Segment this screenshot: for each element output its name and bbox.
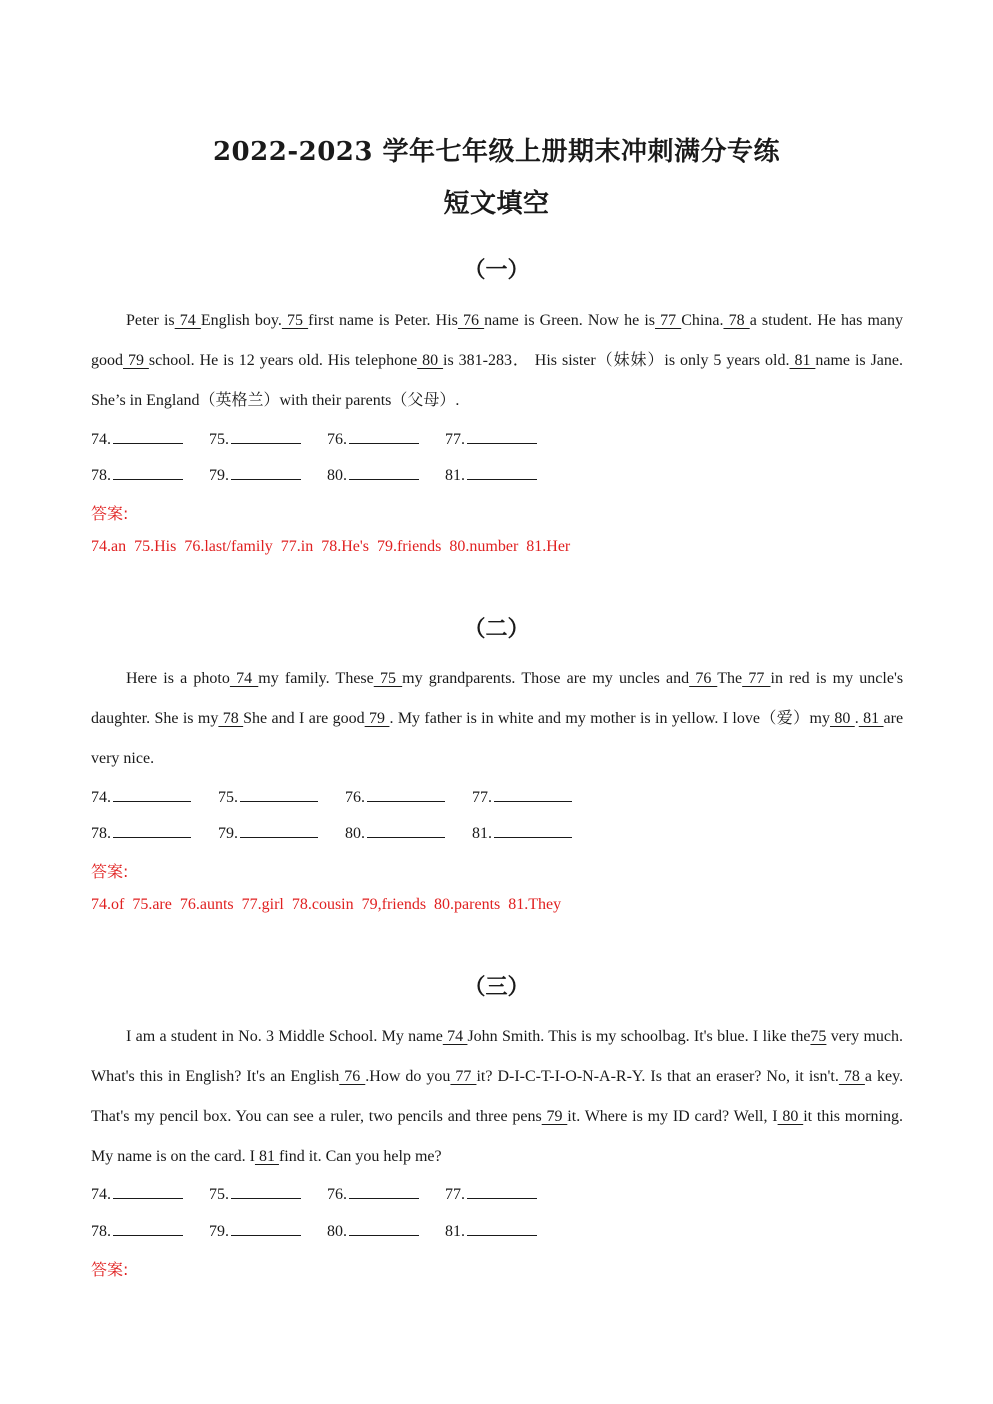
- blank-item: [327, 429, 419, 449]
- passage-run: The: [717, 670, 743, 687]
- answer-blank-line: [231, 1221, 301, 1236]
- answer-label-3: 答案:: [91, 1260, 129, 1279]
- blank-number: 77: [742, 670, 771, 687]
- section-heading-2: （二）: [463, 616, 530, 642]
- blank-item: [209, 429, 301, 449]
- answer-blank-line: [231, 465, 301, 480]
- blank-item: [91, 787, 191, 807]
- blank-label: 79.: [218, 825, 238, 842]
- blank-number: 78: [218, 710, 244, 727]
- passage-run: very much. What's this in English? It's an English: [91, 1028, 904, 1085]
- section-heading-1: （一）: [463, 257, 530, 283]
- blank-number: 74: [174, 312, 201, 329]
- passage-run: .How do you: [365, 1068, 451, 1085]
- answer-blank-line: [349, 1184, 419, 1199]
- answer-key-2: 74.of 75.are 76.aunts 77.girl 78.cousin 79,friends 80.parents 81.They: [91, 896, 562, 913]
- blank-label: 79.: [209, 467, 229, 484]
- blank-label: 81.: [445, 1223, 465, 1240]
- blank-number: 80: [417, 352, 444, 369]
- blank-item: [91, 1221, 183, 1241]
- answer-blank-line: [349, 465, 419, 480]
- answer-blank-line: [467, 465, 537, 480]
- blank-number: 78: [838, 1068, 865, 1085]
- answer-blank-line: [349, 1221, 419, 1236]
- passage-run: it? D-I-C-T-I-O-N-A-R-Y. Is that an eraser? No, it isn't.: [476, 1068, 839, 1085]
- answer-blank-line: [113, 1221, 183, 1236]
- blank-number: 80: [777, 1108, 804, 1125]
- blank-number: 76: [457, 312, 485, 329]
- blank-label: 77.: [445, 1186, 465, 1203]
- blank-number: 77: [450, 1068, 477, 1085]
- section-heading-3: （三）: [463, 974, 530, 1000]
- blank-number: 75: [281, 312, 309, 329]
- answer-blank-line: [113, 429, 183, 444]
- passage-run: China.: [681, 312, 724, 329]
- answer-blank-line: [494, 823, 572, 838]
- cloze-passage-2: [91, 659, 903, 779]
- answer-blank-line: [467, 1221, 537, 1236]
- blank-label: 78.: [91, 825, 111, 842]
- passage-run: in red is my uncle's daughter. She is my: [91, 670, 904, 727]
- passage-text: [91, 301, 903, 421]
- answer-blank-line: [113, 787, 191, 802]
- blank-item: [209, 1221, 301, 1241]
- blank-label: 76.: [345, 789, 365, 806]
- answer-blank-line: [494, 787, 572, 802]
- passage-run: I am a student in No. 3 Middle School. My name: [126, 1028, 443, 1045]
- answer-blank-line: [367, 787, 445, 802]
- blank-item: [345, 823, 445, 843]
- blank-label: 80.: [345, 825, 365, 842]
- blank-item: [327, 1221, 419, 1241]
- blank-label: 74.: [91, 789, 111, 806]
- blank-label: 79.: [209, 1223, 229, 1240]
- answer-blank-line: [467, 429, 537, 444]
- passage-run: it. Where is my ID card? Well, I: [567, 1108, 778, 1125]
- blank-number: 76: [689, 670, 718, 687]
- passage-text: [91, 659, 903, 779]
- answer-blank-line: [113, 823, 191, 838]
- passage-run: it this morning. My name is on the card. I: [91, 1108, 904, 1165]
- blank-item: [91, 1184, 183, 1204]
- blank-label: 77.: [472, 789, 492, 806]
- answer-blank-line: [231, 1184, 301, 1199]
- answer-blank-line: [349, 429, 419, 444]
- answer-blank-line: [240, 787, 318, 802]
- blank-label: 76.: [327, 431, 347, 448]
- blank-number: 81: [858, 710, 884, 727]
- passage-run: .: [854, 710, 859, 727]
- answer-blank-line: [367, 823, 445, 838]
- passage-run: my family. These: [258, 670, 374, 687]
- passage-run: John Smith. This is my schoolbag. It's blue. I like the: [467, 1028, 811, 1045]
- cloze-passage-1: [91, 301, 903, 421]
- blank-label: 75.: [209, 1186, 229, 1203]
- blank-label: 81.: [445, 467, 465, 484]
- passage-run: is 381-283． His sister（妹妹）is only 5 years old.: [443, 352, 790, 369]
- blank-label: 74.: [91, 1186, 111, 1203]
- page-subtitle: 短文填空: [443, 189, 550, 219]
- blank-number: 77: [655, 312, 682, 329]
- blank-item: [472, 823, 572, 843]
- passage-run: . My father is in white and my mother is in yellow. I love（爱）my: [389, 710, 830, 727]
- blank-label: 76.: [327, 1186, 347, 1203]
- blank-item: [218, 823, 318, 843]
- passage-run: a key. That's my pencil box. You can see a ruler, two pencils and three pens: [91, 1068, 904, 1125]
- cloze-passage-3: [91, 1017, 903, 1177]
- blank-item: [218, 787, 318, 807]
- passage-run: school. He is 12 years old. His telephone: [148, 352, 418, 369]
- blank-label: 74.: [91, 431, 111, 448]
- blank-number: 74: [442, 1028, 468, 1045]
- blank-number: 75: [810, 1028, 827, 1045]
- blank-label: 80.: [327, 467, 347, 484]
- blank-label: 77.: [445, 431, 465, 448]
- blank-number: 80: [829, 710, 855, 727]
- answer-blank-line: [113, 465, 183, 480]
- answer-key-1: 74.an 75.His 76.last/family 77.in 78.He's 79.friends 80.number 81.Her: [91, 538, 571, 555]
- answer-label-2: 答案:: [91, 862, 129, 881]
- blank-item: [472, 787, 572, 807]
- passage-run: find it. Can you help me?: [278, 1148, 442, 1165]
- blank-item: [345, 787, 445, 807]
- blank-label: 78.: [91, 1223, 111, 1240]
- passage-run: first name is Peter. His: [308, 312, 458, 329]
- blank-label: 75.: [209, 431, 229, 448]
- blank-number: 74: [229, 670, 259, 687]
- blank-number: 79: [123, 352, 149, 369]
- blank-item: [445, 465, 537, 485]
- passage-run: name is Green. Now he is: [484, 312, 655, 329]
- passage-run: a student. He has many good: [91, 312, 904, 369]
- blank-number: 79: [364, 710, 390, 727]
- blank-label: 80.: [327, 1223, 347, 1240]
- blank-item: [327, 465, 419, 485]
- answer-blank-line: [240, 823, 318, 838]
- blank-label: 75.: [218, 789, 238, 806]
- answer-blank-line: [467, 1184, 537, 1199]
- blank-item: [209, 1184, 301, 1204]
- passage-run: my grandparents. Those are my uncles and: [402, 670, 690, 687]
- blank-item: [91, 823, 191, 843]
- blank-item: [445, 1221, 537, 1241]
- blank-number: 75: [373, 670, 403, 687]
- passage-run: She and I are good: [243, 710, 365, 727]
- blank-item: [209, 465, 301, 485]
- blank-item: [445, 429, 537, 449]
- blank-number: 79: [541, 1108, 568, 1125]
- blank-number: 76: [339, 1068, 366, 1085]
- blank-number: 81: [789, 352, 816, 369]
- passage-run: English boy.: [200, 312, 282, 329]
- blank-item: [91, 429, 183, 449]
- passage-run: Here is a photo: [126, 670, 230, 687]
- blank-number: 78: [723, 312, 750, 329]
- passage-run: are very nice.: [91, 710, 904, 767]
- page-title: 2022-2023 学年七年级上册期末冲刺满分专练: [212, 137, 781, 167]
- answer-blank-line: [231, 429, 301, 444]
- answer-blank-line: [113, 1184, 183, 1199]
- blank-label: 81.: [472, 825, 492, 842]
- passage-text: [91, 1017, 903, 1177]
- answer-label-1: 答案:: [91, 504, 129, 523]
- blank-item: [445, 1184, 537, 1204]
- blank-number: 81: [254, 1148, 279, 1165]
- blank-item: [91, 465, 183, 485]
- passage-run: name is Jane. She’s in England（英格兰）with their parents（父母）.: [91, 352, 903, 409]
- blank-label: 78.: [91, 467, 111, 484]
- blank-item: [327, 1184, 419, 1204]
- passage-run: Peter is: [126, 312, 175, 329]
